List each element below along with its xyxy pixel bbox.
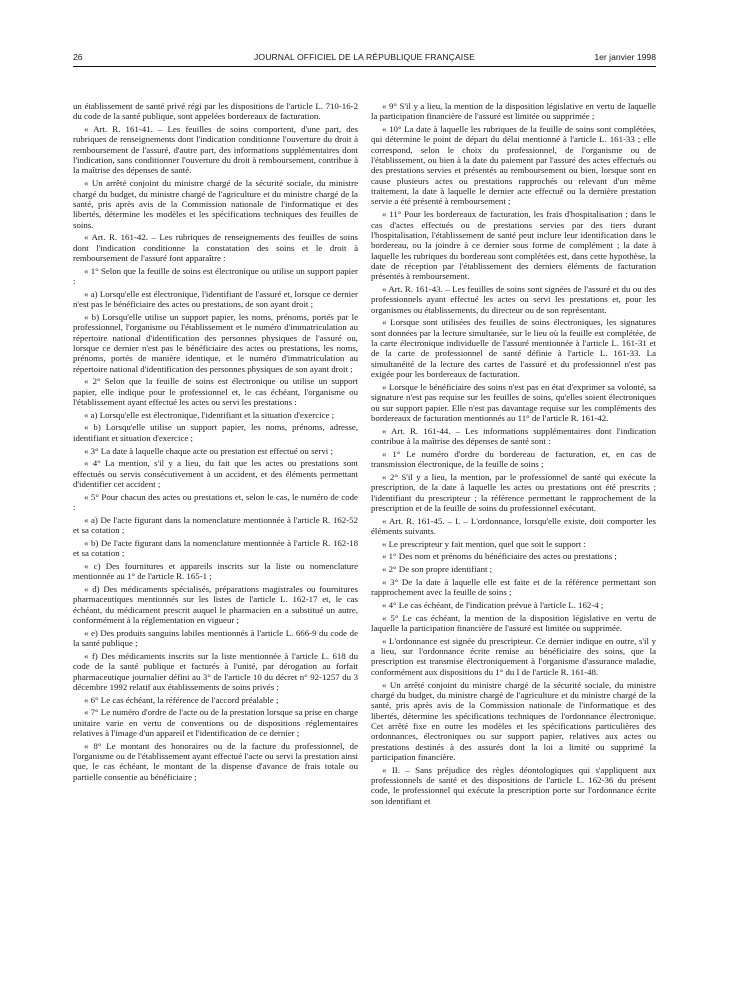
paragraph: « Art. R. 161-41. – Les feuilles de soins comportent, d'une part, des rubriques de renseignements dont l'indication conditionne l'ouverture du droit à remboursement de l'assuré, d'autre part, des informations supplémentaires dont l'indication, sans conditionner l'ouverture du droit à remboursement, contribue à la maîtrise des dépenses de santé. [73, 124, 358, 176]
paragraph: « 8° Le montant des honoraires ou de la facture du professionnel, de l'organisme ou de l'établissement ayant effectué l'acte ou servi la prestation ainsi que, le cas échéant, le montant de la dispense d'avance de frais totale ou partielle consentie au bénéficiaire ; [73, 740, 358, 782]
paragraph: « Un arrêté conjoint du ministre chargé de la sécurité sociale, du ministre chargé du budget, du ministre chargé de l'agriculture et du ministre chargé de la santé, pris après avis de la Commission nationale de l'informatique et des libertés, détermine les modèles et les spécifications techniques des feuilles de soins. [73, 178, 358, 230]
paragraph: « 1° Des nom et prénoms du bénéficiaire des actes ou prestations ; [382, 551, 617, 562]
paragraph: « 7° Le numéro d'ordre de l'acte ou de la prestation lorsque sa prise en charge unitaire varie en vertu de conventions ou de dispositions réglementaires relatives à l'image d'un appareil et l'identification de ce dernier ; [73, 707, 358, 739]
paragraph: « L'ordonnance est signée du prescripteur. Ce dernier indique en outre, s'il y a lieu, sur l'ordonnance écrite remise au bénéficiaire des soins, que la prescription est transmise électroniquement à l'organisme d'assurance maladie, conformément aux dispositions du 1° du I de l'article R. 161-48. [371, 635, 656, 677]
left-column [73, 101, 358, 785]
paragraph: « f) Des médicaments inscrits sur la liste mentionnée à l'article L. 618 du code de la santé publique et facturés à l'unité, par dérogation au forfait pharmaceutique journalier défini au 3° de l'article 10 du décret n° 92-1257 du 3 décembre 1992 relatif aux établissements de soins privés ; [73, 650, 358, 692]
paragraph: « a) De l'acte figurant dans la nomenclature mentionnée à l'article R. 162-52 et sa cotation ; [73, 514, 358, 536]
paragraph: « 5° Pour chacun des actes ou prestations et, selon le cas, le numéro de code : [73, 491, 358, 513]
paragraph: « Lorsque le bénéficiaire des soins n'est pas en état d'exprimer sa volonté, sa signature n'est pas requise sur les feuilles de soins, qu'elles soient électroniques ou sur support papier. Elle n'est pas davantage requise sur les compléments des bordereaux de facturation mentionnés au 11° de l'article R. 161-42. [371, 381, 656, 423]
paragraph: « 9° S'il y a lieu, la mention de la disposition législative en vertu de laquelle la participation financière de l'assuré est limitée ou supprimée ; [371, 101, 656, 122]
paragraph: « e) Des produits sanguins labiles mentionnés à l'article L. 666-9 du code de la santé publique ; [73, 627, 358, 649]
paragraph: « b) De l'acte figurant dans la nomenclature mentionnée à l'article R. 162-18 et sa cotation ; [73, 537, 358, 559]
paragraph: « Art. R. 161-45. – I. – L'ordonnance, lorsqu'elle existe, doit comporter les éléments suivants. [371, 515, 656, 536]
paragraph: « 1° Le numéro d'ordre du bordereau de facturation, et, en cas de transmission électronique, de la feuille de soins ; [371, 448, 656, 470]
paragraph: « 11° Pour les bordereaux de facturation, les frais d'hospitalisation ; dans le cas d'actes effectués ou de prestations servies par des tiers durant l'hospitalisation, l'établissement de santé peut inclure leur identification dans le bordereau, ou la joindre à ce dernier sous forme de complément ; la date à laquelle les rubriques du bordereau sont complétées est, dans cette hypothèse, la date de réception par l'établissement des derniers éléments de facturation présentés à remboursement. [371, 209, 656, 282]
right-column [371, 101, 656, 808]
issue-date: 1er janvier 1998 [594, 52, 656, 62]
paragraph: « Art. R. 161-44. – Les informations supplémentaires dont l'indication contribue à la maîtrise des dépenses de santé sont : [371, 425, 656, 446]
page-number: 26 [73, 52, 83, 62]
paragraph: « a) Lorsqu'elle est électronique, l'identifiant de l'assuré et, lorsque ce dernier n'est pas le bénéficiaire des actes ou prestations, de son ayant droit ; [73, 288, 358, 310]
paragraph: « Lorsque sont utilisées des feuilles de soins électroniques, les signatures sont données par la lecture simultanée, sur le lieu où la feuille est complétée, de la carte électronique individuelle de l'assuré mentionnée à l'article L. 161-31 et de la carte de professionnel de santé définie à l'article L. 161-33. La simultanéité de la lecture des cartes de l'assuré et du professionnel n'est pas exigée pour les bordereaux de facturation. [371, 317, 656, 380]
paragraph: un établissement de santé privé régi par les dispositions de l'article L. 710-16-2 du code de la santé publique, sont appelées bordereaux de facturation. [73, 101, 358, 122]
journal-title: JOURNAL OFFICIEL DE LA RÉPUBLIQUE FRANÇAISE [254, 52, 475, 62]
paragraph: « c) Des fournitures et appareils inscrits sur la liste ou nomenclature mentionnée au 1° de l'article R. 165-1 ; [73, 560, 358, 582]
paragraph: « 1° Selon que la feuille de soins est électronique ou utilise un support papier : [73, 265, 358, 287]
paragraph: « 2° De son propre identifiant ; [382, 564, 493, 575]
paragraph: « d) Des médicaments spécialisés, préparations magistrales ou fournitures pharmaceutiques mentionnés sur les listes de l'article L. 162-17 et, le cas échéant, du médicament prescrit auquel le pharmacien en a substitué un autre, conformément à la réglementation en vigueur ; [73, 584, 358, 626]
paragraph: « a) Lorsqu'elle est électronique, l'identifiant et la situation d'exercice ; [84, 409, 335, 420]
paragraph: « 2° S'il y a lieu, la mention, par le professionnel de santé qui exécute la prescription, de la date à laquelle les actes ou prestations ont été prescrits ; l'identifiant du prescripteur ; la référence permettant le rapprochement de la prescription et de la feuille de soins du professionnel exécutant. [371, 471, 656, 513]
paragraph: « Art. R. 161-42. – Les rubriques de renseignements des feuilles de soins dont l'indication conditionne la constatation des soins et le droit à remboursement de l'assuré font apparaître : [73, 232, 358, 263]
paragraph: « II. – Sans préjudice des règles déontologiques qui s'appliquent aux professionnels de santé et des dispositions de l'article L. 162-36 du présent code, le professionnel qui exécute la prescription porte sur l'ordonnance écrite son identifiant et [371, 764, 656, 806]
header-rule [73, 66, 656, 67]
paragraph: « 6° Le cas échéant, la référence de l'accord préalable ; [84, 694, 279, 705]
paragraph: « Un arrêté conjoint du ministre chargé de la sécurité sociale, du ministre chargé du budget, du ministre chargé de l'agriculture et du ministre chargé de la santé, pris après avis de la Commission nationale de l'informatique et des libertés, détermine les spécifications techniques de l'ordonnance électronique. Cet arrêté fixe en outre les modèles et les spécifications particulières des ordonnances, électroniques ou sur support papier, relatives aux actes ou prestations destinés à des assurés dont la loi a limité ou supprimé la participation financière. [371, 679, 656, 762]
paragraph: « 2° Selon que la feuille de soins est électronique ou utilise un support papier, elle indique pour le professionnel et, le cas échéant, l'organisme ou l'établissement ayant effectué les actes ou servi les prestations : [73, 376, 358, 408]
paragraph: « Art. R. 161-43. – Les feuilles de soins sont signées de l'assuré et du ou des professionnels ayant effectué les actes ou servi les prestations et, pour les organismes ou établissements, du directeur ou de son représentant. [371, 284, 656, 315]
paragraph: « 3° La date à laquelle chaque acte ou prestation est effectué ou servi ; [84, 445, 333, 456]
paragraph: « Le prescripteur y fait mention, quel que soit le support : [382, 538, 586, 549]
paragraph: « 10° La date à laquelle les rubriques de la feuille de soins sont complétées, qui détermine le point de départ du délai mentionné à l'article L. 161-33 ; elle correspond, selon le choix du professionnel, de l'organisme ou de l'établissement, ou bien à la date du paiement par l'assuré des actes effectués ou des prestations servies et présentés au remboursement ou bien, lorsque sont en cause plusieurs actes ou prestations rapprochés ou relevant d'un même traitement, la date à laquelle le dernier acte effectué ou la dernière prestation servie a été présenté à remboursement ; [371, 124, 656, 207]
paragraph: « 3° De la date à laquelle elle est faite et de la référence permettant son rapprochement avec la feuille de soins ; [371, 576, 656, 598]
paragraph: « b) Lorsqu'elle utilise un support papier, les noms, prénoms, adresse, identifiant et situation d'exercice ; [73, 422, 358, 443]
paragraph: « b) Lorsqu'elle utilise un support papier, les noms, prénoms, portés par le professionnel, l'organisme ou l'établissement et le numéro d'immatriculation au répertoire national d'identification des personnes physiques de l'assuré ou, lorsque ce dernier n'est pas le bénéficiaire des actes ou prestations, les noms, prénoms, portés de manière identique, et le numéro d'immatriculation au répertoire national d'identification des personnes physiques de son ayant droit ; [73, 311, 358, 374]
paragraph: « 5° Le cas échéant, la mention de la disposition législative en vertu de laquelle la participation financière de l'assuré est limitée ou supprimée. [371, 612, 656, 634]
paragraph: « 4° Le cas échéant, de l'indication prévue à l'article L. 162-4 ; [382, 599, 604, 610]
paragraph: « 4° La mention, s'il y a lieu, du fait que les actes ou prestations sont effectués ou servis consécutivement à un accident, et des éléments permettant d'identifier cet accident ; [73, 458, 358, 489]
